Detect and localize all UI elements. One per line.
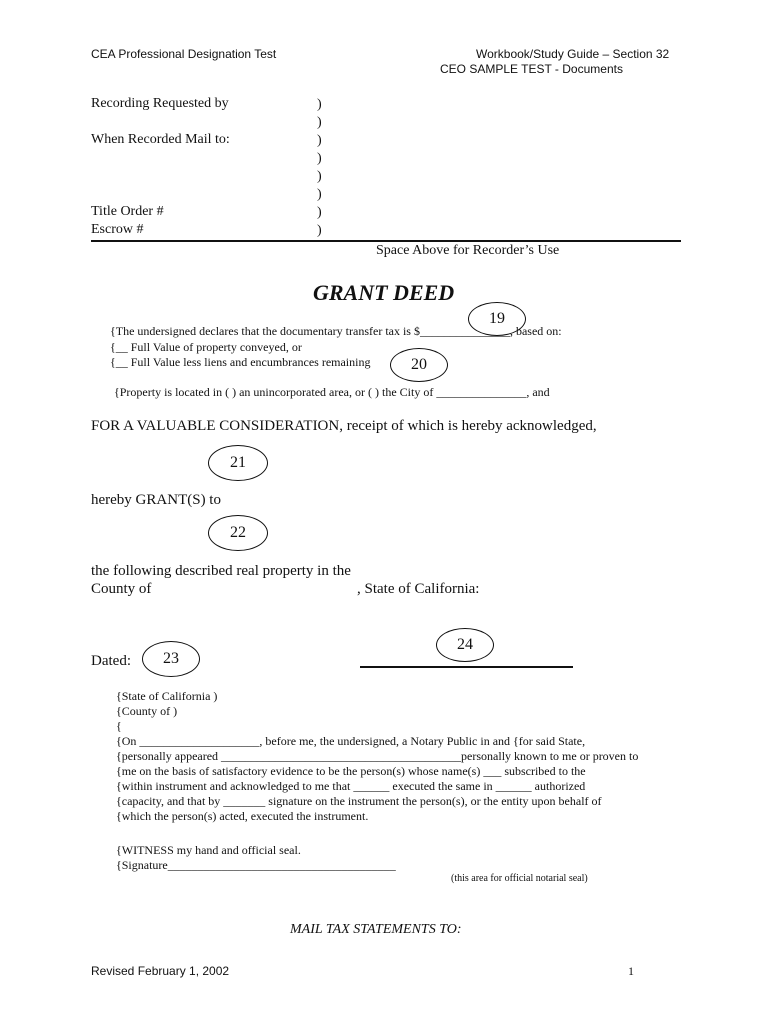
callout-20: 20 [390,348,448,382]
notary-blank-line: { [116,719,122,733]
callout-21: 21 [208,445,268,481]
notary-on-date-line: {On ____________________, before me, the undersigned, a Notary Public in and {for said State, [116,734,586,748]
notary-county-line: {County of ) [116,704,178,718]
notary-capacity-line: {capacity, and that by _______ signature on the instrument the person(s), or the entity upon behalf of [116,794,602,808]
escrow-label: Escrow # [91,222,144,237]
callout-24: 24 [436,628,494,662]
header-left: CEA Professional Designation Test [91,47,277,61]
notary-executed-line: {which the person(s) acted, executed the instrument. [116,809,369,823]
tax-less-liens-line: {__ Full Value less liens and encumbrances remaining [110,355,371,369]
revised-date: Revised February 1, 2002 [91,964,230,978]
notary-state-line: {State of California ) [116,689,218,703]
property-description-line: the following described real property in the [91,563,351,579]
page-number: 1 [628,964,634,978]
notary-evidence-line: {me on the basis of satisfactory evidence to be the person(s) whose name(s) ___ subscribed to the [116,764,586,778]
recorder-divider [91,240,681,242]
consideration-line: FOR A VALUABLE CONSIDERATION, receipt of which is hereby acknowledged, [91,418,597,434]
grantor-signature-line [360,666,573,668]
callout-22: 22 [208,515,268,551]
recording-requested-by: Recording Requested by [91,96,229,111]
recording-bracket: ) ) ) ) ) ) ) ) [317,97,322,238]
county-of-label: County of [91,581,152,597]
notary-acknowledged-line: {within instrument and acknowledged to me that ______ executed the same in ______ authorized [116,779,586,793]
property-location-line: {Property is located in ( ) an unincorporated area, or ( ) the City of _______________, and [114,385,550,399]
tax-declaration-line: {The undersigned declares that the documentary transfer tax is $_______________, based on: [110,324,562,338]
header-right-line1: Workbook/Study Guide – Section 32 [476,47,670,61]
state-of-california-label: , State of California: [357,581,480,597]
callout-19: 19 [468,302,526,336]
callout-23: 23 [142,641,200,677]
grants-to-line: hereby GRANT(S) to [91,492,221,508]
witness-line: {WITNESS my hand and official seal. [116,843,301,857]
when-recorded-mail-to: When Recorded Mail to: [91,132,230,147]
document-title: GRANT DEED [313,280,455,305]
notary-signature-line: {Signature______________________________________ [116,858,396,872]
notary-appeared-line: {personally appeared ________________________________________personally known to me or proven to [116,749,639,763]
tax-full-value-line: {__ Full Value of property conveyed, or [110,340,302,354]
header-right-line2: CEO SAMPLE TEST - Documents [440,62,623,76]
mail-tax-statements-heading: MAIL TAX STATEMENTS TO: [290,922,462,937]
notarial-seal-area-label: (this area for official notarial seal) [451,873,588,884]
title-order-label: Title Order # [91,204,164,219]
dated-label: Dated: [91,653,131,669]
recorder-use-label: Space Above for Recorder’s Use [376,243,560,258]
